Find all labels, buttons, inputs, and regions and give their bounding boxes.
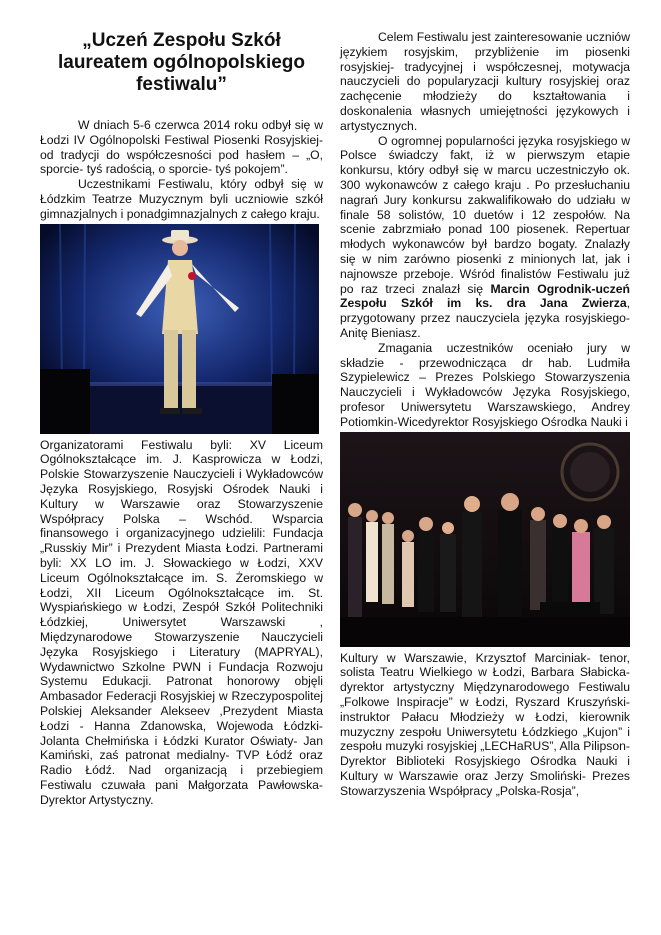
paragraph-intro: W dniach 5-6 czerwca 2014 roku odbył się w Łodzi IV Ogólnopolski Festiwal Piosenki Rosyjskiej- od tradycji do współczesności pod hasłem – „O, sporcie- tyś radością, o sporcie- tyś pokojem”.	[40, 118, 323, 177]
singer-photo	[40, 224, 319, 434]
paragraph-popularity-text: O ogromnej popularności języka rosyjskiego w Polsce świadczy fakt, iż w pierwszym etapie konkursu, który odbył się w marcu uczestniczyło ok. 300 wykonawców z całego kraju . Po przesłuchaniu nagrań Jury konkursu zakwalifikowało do udziału w finale 58 solistów, 10 duetów i 12 zespołów. Na scenie zabrzmiało ponad 100 piosenek. Repertuar młodych wykonawców był bardzo bogaty. Znalazły się w nim zarówno piosenki z minionych lat, jak i najnowsze przeboje. Wśród finalistów Festiwalu już po raz trzeci znalazł się	[340, 133, 630, 296]
paragraph-goal: Celem Festiwalu jest zainteresowanie uczniów językiem rosyjskim, przybliżenie im piosenki rosyjskiej- tradycyjnej i współczesnej, motywacja nauczycieli do popularyzacji kultury rosyjskiej oraz zachęcenie młodzieży do kształtowania i doskonalenia własnych umiejętności językowych i artystycznych.	[340, 30, 630, 133]
paragraph-jury: Zmagania uczestników oceniało jury w składzie - przewodnicząca dr hab. Ludmiła Szypielewicz – Prezes Polskiego Stowarzyszenia Nauczycieli i Wykładowców Języka Rosyjskiego, profesor Uniwersytetu Warszawskiego, Andrey Potiomkin-Wicedyrektor Rosyjskiego Ośrodka Nauki i	[340, 340, 630, 429]
article-title: „Uczeń Zespołu Szkół laureatem ogólnopolskiego festiwalu”	[57, 30, 306, 95]
paragraph-popularity-end: , przygotowany przez nauczyciela języka rosyjskiego-Anitę Bieniasz.	[340, 296, 630, 340]
left-column	[40, 30, 323, 808]
award-ceremony-photo	[340, 432, 630, 647]
paragraph-jury-continued: Kultury w Warszawie, Krzysztof Marciniak- tenor, solista Teatru Wielkiego w Łodzi, Barbara Słabicka- dyrektor artystyczny Międzynarodowego Festiwalu „Folkowe Inspiracje” w Łodzi, Ryszard Kruszyński-instruktor Pałacu Młodzieży w Łodzi, kierownik muzyczny zespołu Uniwersytetu Łódzkiego „Kujon” i zespołu muzyki rosyjskiej „LECHaRUS”, Alla Pilipson- Dyrektor Biblioteki Rosyjskiego Ośrodka Nauki i Kultury w Warszawie oraz Jerzy Smoliński- Prezes Stowarzyszenia Współpracy „Polska-Rosja”,	[340, 650, 630, 798]
paragraph-popularity	[340, 134, 630, 341]
singer-photo-image	[40, 224, 319, 434]
right-column	[340, 30, 630, 798]
paragraph-participants: Uczestnikami Festiwalu, który odbył się w Łódzkim Teatrze Muzycznym byli uczniowie szkół gimnazjalnych i ponadgimnazjalnych z całego kraju.	[40, 177, 323, 221]
finalist-name: Marcin Ogrodnik-uczeń Zespołu Szkół im ks. dra Jana Zwierza	[340, 281, 630, 311]
paragraph-organizers: Organizatorami Festiwalu byli: XV Liceum Ogólnokształcące im. J. Kasprowicza w Łodzi, Polskie Stowarzyszenie Nauczycieli i Wykładowców Języka Rosyjskiego, Rosyjski Ośrodek Nauki i Kultury w Warszawie oraz Stowarzyszenie Współpracy Polska – Wschód. Wsparcia finansowego i organizacyjnego udzielili: Fundacja „Russkiy Mir” i Prezydent Miasta Łodzi. Partnerami byli: XX LO im. J. Słowackiego w Łodzi, XXV Liceum Ogólnokształcące im. S. Żeromskiego w Łodzi, XII Liceum Ogólnokształcące im. St. Wyspiańskiego w Łodzi, Zespół Szkół Politechniki Łódzkiej, Uniwersytet Warszawski , Międzynarodowe Stowarzyszenie Nauczycieli Języka Rosyjskiego i Literatury (MAPRYAL), Wydawnictwo Szkolne PWN i Fundacja Rozwoju Systemu Edukacji. Patronat honorowy objęli Ambasador Federacji Rosyjskiej w Rzeczypospolitej Polskiej Aleksander Alekseev ,Prezydent Miasta Łodzi - Hanna Zdanowska, Wojewoda Łódzki- Jolanta Chełmińska i Łódzki Kurator Oświaty- Jan Kamiński, zaś patronat medialny- TVP Łódź oraz Radio Łódź. Nad organizacją i przebiegiem Festiwalu czuwała pani Małgorzata Pawłowska- Dyrektor Artystyczny.	[40, 437, 323, 807]
award-ceremony-image	[340, 432, 630, 647]
